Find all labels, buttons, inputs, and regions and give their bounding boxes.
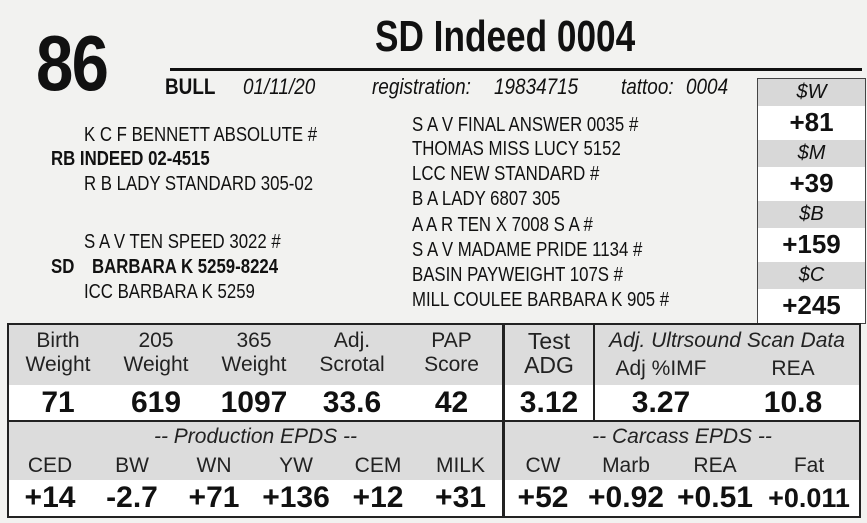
index-value-w: +81 — [789, 107, 834, 137]
ancestor-2: THOMAS MISS LUCY 5152 — [412, 138, 621, 160]
imf-header: Adj %IMF — [615, 357, 707, 380]
cem-header: CEM — [354, 454, 402, 477]
yw-header: YW — [279, 454, 313, 477]
pap-value: 42 — [434, 386, 469, 419]
pap-header: PAP Score — [424, 329, 479, 376]
wt365-header: 365 Weight — [221, 329, 287, 376]
index-value-m: +39 — [789, 168, 834, 198]
registration-number: 19834715 — [494, 74, 579, 99]
birth-weight-header: Birth Weight — [25, 329, 91, 376]
ancestor-7: BASIN PAYWEIGHT 107S # — [412, 264, 624, 286]
registration-label: registration: — [372, 74, 471, 99]
carcass-epds-title: -- Carcass EPDS -- — [592, 425, 772, 448]
tattoo-number: 0004 — [686, 74, 729, 99]
marb-value: +0.92 — [588, 481, 664, 514]
wn-value: +71 — [188, 481, 240, 514]
rea-epd-header: REA — [693, 454, 737, 477]
index-label-b: $B — [758, 201, 865, 228]
index-label-w: $W — [758, 79, 865, 106]
production-epds-title: -- Production EPDS -- — [153, 425, 358, 448]
rea-epd-value: +0.51 — [677, 481, 753, 514]
marb-header: Marb — [602, 454, 650, 477]
ancestor-6: S A V MADAME PRIDE 1134 # — [412, 239, 643, 261]
tattoo-label: tattoo: — [621, 74, 674, 99]
sire-dam: R B LADY STANDARD 305-02 — [84, 173, 314, 195]
rea-scan-header: REA — [771, 357, 815, 380]
milk-value: +31 — [435, 481, 486, 514]
dollar-index-box — [757, 78, 866, 324]
cem-value: +12 — [352, 481, 404, 514]
dam-sire: S A V TEN SPEED 3022 # — [84, 231, 281, 253]
production-epds-table — [7, 420, 504, 518]
title-underline — [170, 68, 862, 71]
yw-value: +136 — [262, 481, 330, 514]
index-value-b: +159 — [782, 229, 841, 259]
rea-scan-value: 10.8 — [763, 386, 823, 419]
ced-header: CED — [27, 454, 73, 477]
test-adg-value: 3.12 — [519, 386, 579, 419]
fat-value: +0.011 — [768, 483, 850, 513]
ancestor-5: A A R TEN X 7008 S A # — [412, 214, 593, 236]
wn-header: WN — [196, 454, 232, 477]
ancestor-8: MILL COULEE BARBARA K 905 # — [412, 289, 670, 311]
ced-value: +14 — [24, 481, 76, 514]
dam-dam: ICC BARBARA K 5259 — [84, 281, 255, 303]
scan-table — [503, 323, 861, 422]
performance-table — [7, 323, 504, 422]
sex-label: BULL — [165, 74, 216, 99]
index-value-c: +245 — [782, 290, 841, 320]
animal-name: SD Indeed 0004 — [375, 12, 636, 61]
bw-header: BW — [115, 454, 149, 477]
index-label-c: $C — [758, 262, 865, 289]
ancestor-3: LCC NEW STANDARD # — [412, 163, 600, 185]
ultrasound-title: Adj. Ultrsound Scan Data — [609, 329, 845, 352]
index-label-m: $M — [758, 140, 865, 167]
cw-header: CW — [525, 454, 561, 477]
wt205-value: 619 — [130, 386, 182, 419]
cw-value: +52 — [517, 481, 569, 514]
scrotal-header: Adj. Scrotal — [319, 329, 385, 376]
birth-weight-value: 71 — [41, 386, 75, 419]
sire: RB INDEED 02-4515 — [51, 148, 210, 170]
scrotal-value: 33.6 — [322, 386, 382, 419]
ancestor-1: S A V FINAL ANSWER 0035 # — [412, 114, 639, 136]
carcass-epds-table — [503, 420, 861, 518]
dam: BARBARA K 5259-8224 — [92, 256, 279, 278]
bw-value: -2.7 — [106, 481, 158, 514]
test-adg-header: Test ADG — [524, 328, 574, 378]
dam-prefix: SD — [51, 256, 75, 278]
wt365-value: 1097 — [220, 386, 288, 419]
ancestor-4: B A LADY 6807 305 — [412, 188, 561, 210]
milk-header: MILK — [435, 454, 485, 477]
fat-header: Fat — [793, 454, 825, 477]
birth-date: 01/11/20 — [243, 74, 316, 99]
wt205-header: 205 Weight — [123, 329, 189, 376]
imf-value: 3.27 — [631, 386, 691, 419]
lot-number: 86 — [36, 19, 108, 107]
sire-sire: K C F BENNETT ABSOLUTE # — [84, 124, 318, 146]
